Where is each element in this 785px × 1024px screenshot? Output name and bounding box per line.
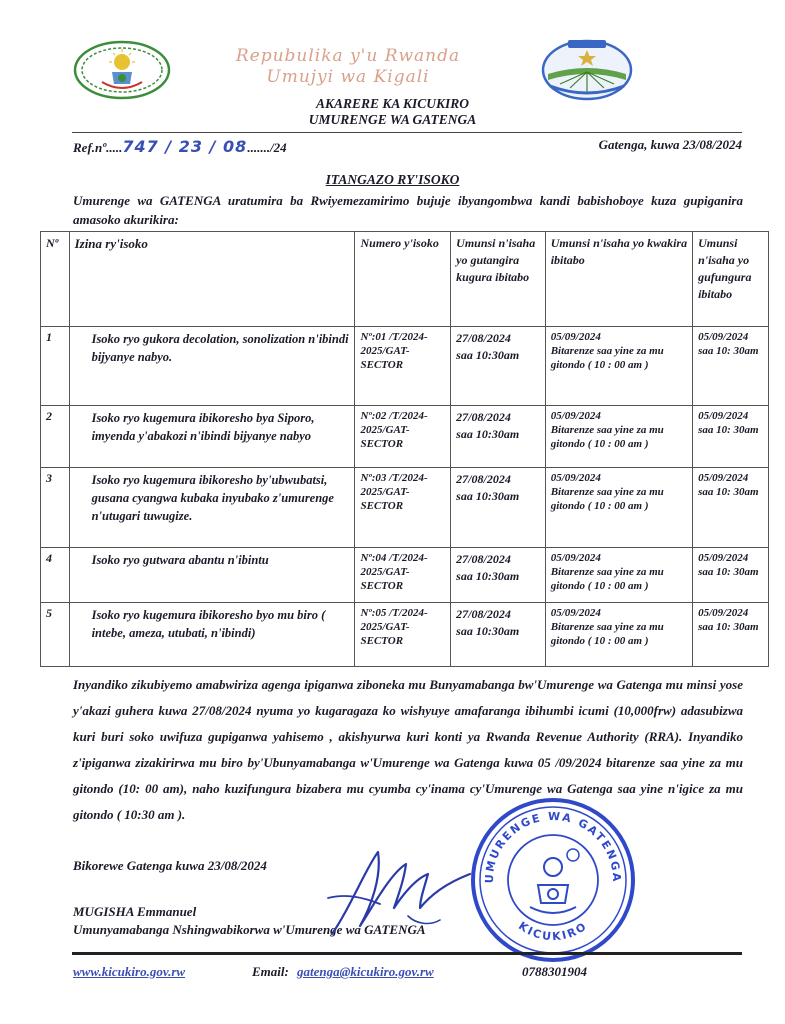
table-row — [41, 603, 769, 667]
open-cell — [693, 406, 769, 468]
open-time: saa 10: 30am — [698, 424, 759, 436]
receive-cell — [545, 406, 692, 468]
tender-ref: Nº:01 /T/2024-2025/GAT-SECTOR — [355, 327, 451, 406]
open-cell — [693, 468, 769, 548]
start-date: 27/08/2024 — [456, 552, 511, 566]
stamp-text-top: UMURENGE WA GATENGA — [482, 809, 624, 884]
open-date: 05/09/2024 — [698, 472, 749, 484]
col-header-number: Nº — [41, 232, 70, 327]
row-number: 2 — [41, 406, 70, 468]
row-number: 1 — [41, 327, 70, 406]
receive-time: Bitarenze saa yine za mu gitondo ( 10 : 00 am ) — [550, 621, 664, 647]
header-country: Repubulika y'u Rwanda — [235, 46, 461, 66]
open-date: 05/09/2024 — [698, 607, 749, 619]
receive-date: 05/09/2024 — [550, 607, 601, 619]
row-number: 5 — [41, 603, 70, 667]
rwanda-coat-of-arms-logo — [72, 40, 172, 100]
receive-date: 05/09/2024 — [550, 472, 601, 484]
row-number: 3 — [41, 468, 70, 548]
table-row — [41, 406, 769, 468]
signed-place-date: Bikorewe Gatenga kuwa 23/08/2024 — [73, 858, 267, 873]
open-time: saa 10: 30am — [698, 486, 759, 498]
tender-instructions-paragraph: Inyandiko zikubiyemo amabwiriza agenga ipiganwa ziboneka mu Bunyamabanga bw'Umurenge wa Gatenga mu minsi yose y'akazi guhera kuwa 27/08/2024 nyuma yo kugaragaza ko wishyuye amafaranga ibihumbi icumi (10,000frw) adasubizwa kuri buri soko uwifuza gupiganwa yahisemo , akishyurwa kuri konti ya Rwanda Revenue Authority (RRA). Inyandiko z'ipiganwa zizakirirwa mu biro by'Ubunyamabanga w'Umurenge wa Gatenga kuwa 05 /09/2024 bitarenze saa yine za mu gitondo (10: 00 am), naho kuzifungura bizabera mu cyumba cy'inama cy'Umurenge wa Gatenga saa yine n'igice za mu gitondo ( 10:30 am ). — [73, 677, 743, 822]
tender-table — [40, 231, 769, 667]
start-cell — [451, 468, 546, 548]
tender-name: Isoko ryo gutwara abantu n'ibintu — [69, 548, 355, 603]
open-cell — [693, 327, 769, 406]
footer-website-link[interactable]: www.kicukiro.gov.rw — [73, 964, 186, 979]
tender-name: Isoko ryo kugemura ibikoresho by'ubwubatsi, gusana cyangwa kubaka inyubako z'umurenge n'utugari tuwugize. — [69, 468, 355, 548]
footer-email-label: Email: — [252, 964, 289, 979]
tender-name: Isoko ryo kugemura ibikoresho byo mu biro ( intebe, ameza, utubati, n'ibindi) — [69, 603, 355, 667]
start-date: 27/08/2024 — [456, 472, 511, 486]
open-time: saa 10: 30am — [698, 566, 759, 578]
table-header-row — [41, 232, 769, 327]
col-header-open-date: Umunsi n'isaha yo gufungura ibitabo — [693, 232, 769, 327]
receive-cell — [545, 548, 692, 603]
tender-name: Isoko ryo kugemura ibikoresho bya Siporo, imyenda y'abakozi n'ibindi bijyanye nabyo — [69, 406, 355, 468]
col-header-tender-name: Izina ry'isoko — [69, 232, 355, 327]
ref-suffix: /24 — [270, 140, 287, 155]
receive-time: Bitarenze saa yine za mu gitondo ( 10 : 00 am ) — [550, 345, 664, 371]
receive-cell — [545, 603, 692, 667]
signatory-name: MUGISHA Emmanuel — [73, 904, 197, 919]
start-date: 27/08/2024 — [456, 331, 511, 345]
start-time: saa 10:30am — [456, 427, 520, 441]
open-time: saa 10: 30am — [698, 621, 759, 633]
footer-divider — [72, 952, 742, 955]
open-date: 05/09/2024 — [698, 331, 749, 343]
place-and-date: Gatenga, kuwa 23/08/2024 — [598, 137, 742, 152]
receive-time: Bitarenze saa yine za mu gitondo ( 10 : 00 am ) — [550, 424, 664, 450]
open-date: 05/09/2024 — [698, 552, 749, 564]
sector-name: UMURENGE WA GATENGA — [308, 112, 477, 127]
header-country-city — [178, 46, 518, 88]
header-divider — [72, 132, 742, 133]
col-header-receive-date: Umunsi n'isaha yo kwakira ibitabo — [545, 232, 692, 327]
table-row — [41, 327, 769, 406]
notice-title: ITANGAZO RY'ISOKO — [325, 172, 460, 187]
start-date: 27/08/2024 — [456, 410, 511, 424]
start-time: saa 10:30am — [456, 624, 520, 638]
ref-handwritten-value: 747 / 23 / 08 — [122, 137, 248, 156]
receive-time: Bitarenze saa yine za mu gitondo ( 10 : 00 am ) — [550, 486, 664, 512]
signatory-title: Umunyamabanga Nshingwabikorwa w'Umurenge wa GATENGA — [73, 922, 426, 937]
district-name: AKARERE KA KICUKIRO — [315, 96, 470, 111]
row-number: 4 — [41, 548, 70, 603]
open-date: 05/09/2024 — [698, 410, 749, 422]
col-header-start-date: Umunsi n'isaha yo gutangira kugura ibitabo — [451, 232, 546, 327]
svg-text:KICUKIRO — [516, 919, 590, 943]
stamp-text-bottom: KICUKIRO — [516, 919, 590, 944]
tender-name: Isoko ryo gukora decolation, sonolization n'ibindi bijyanye nabyo. — [69, 327, 355, 406]
tender-ref: Nº:03 /T/2024-2025/GAT-SECTOR — [355, 468, 451, 548]
receive-cell — [545, 468, 692, 548]
table-row — [41, 468, 769, 548]
city-of-kigali-logo — [540, 34, 635, 102]
tender-ref: Nº:02 /T/2024-2025/GAT-SECTOR — [355, 406, 451, 468]
open-cell — [693, 603, 769, 667]
start-time: saa 10:30am — [456, 489, 520, 503]
start-cell — [451, 327, 546, 406]
receive-time: Bitarenze saa yine za mu gitondo ( 10 : 00 am ) — [550, 566, 664, 592]
handwritten-signature — [320, 838, 480, 948]
district-sector-block — [0, 96, 785, 128]
open-time: saa 10: 30am — [698, 345, 759, 357]
start-cell — [451, 548, 546, 603]
receive-date: 05/09/2024 — [550, 410, 601, 422]
official-stamp — [468, 795, 638, 965]
tender-ref: Nº:05 /T/2024-2025/GAT-SECTOR — [355, 603, 451, 667]
start-date: 27/08/2024 — [456, 607, 511, 621]
start-cell — [451, 406, 546, 468]
header-city: Umujyi wa Kigali — [266, 67, 430, 87]
table-row — [41, 548, 769, 603]
footer-email-link[interactable]: gatenga@kicukiro.gov.rw — [297, 964, 434, 979]
start-cell — [451, 603, 546, 667]
receive-cell — [545, 327, 692, 406]
ref-label: Ref.nº — [73, 140, 107, 155]
start-time: saa 10:30am — [456, 569, 520, 583]
tender-ref: Nº:04 /T/2024-2025/GAT-SECTOR — [355, 548, 451, 603]
reference-number: Ref.nº.....747 / 23 / 08......./24 — [73, 137, 287, 156]
notice-intro: Umurenge wa GATENGA uratumira ba Rwiyemezamirimo bujuje ibyangombwa kandi babishoboye kuza gupiganira amasoko akurikira: — [73, 193, 743, 227]
open-cell — [693, 548, 769, 603]
svg-text:UMURENGE WA GATENGA — [483, 810, 623, 884]
footer-phone: 0788301904 — [522, 964, 587, 979]
col-header-tender-ref: Numero y'isoko — [355, 232, 451, 327]
receive-date: 05/09/2024 — [550, 552, 601, 564]
receive-date: 05/09/2024 — [550, 331, 601, 343]
start-time: saa 10:30am — [456, 348, 520, 362]
